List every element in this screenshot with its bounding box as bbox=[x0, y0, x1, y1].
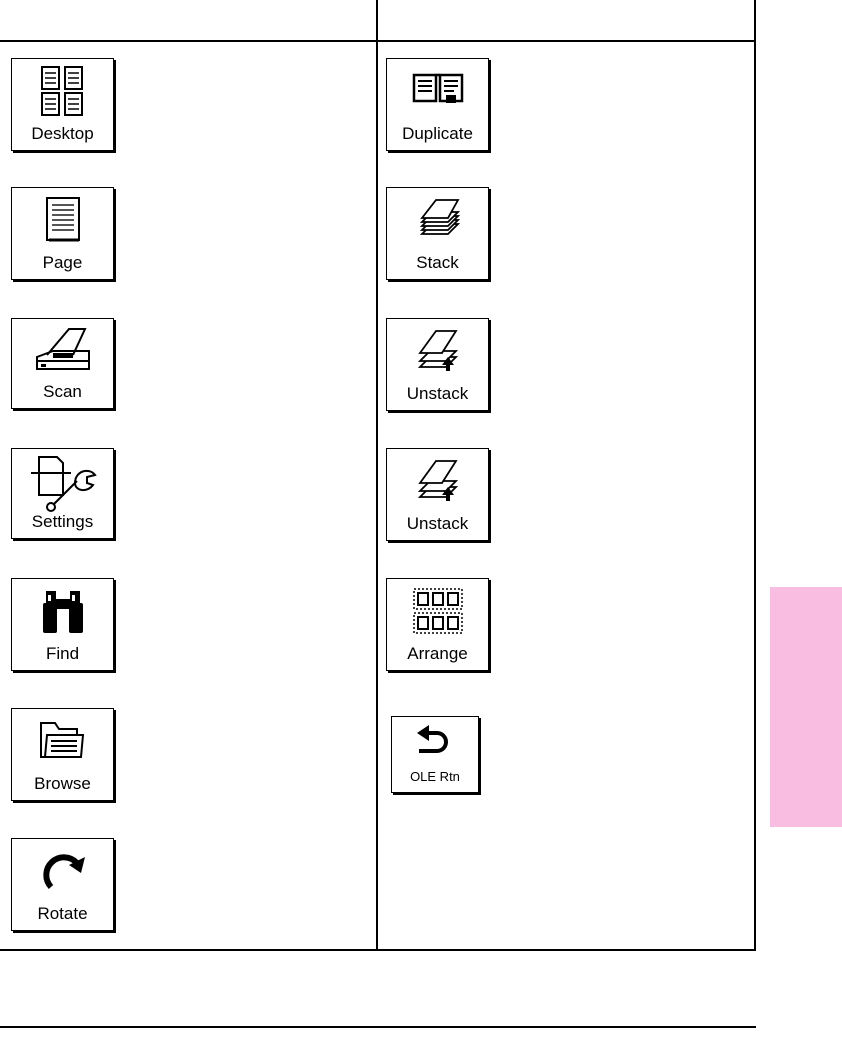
stack-icon bbox=[387, 194, 488, 246]
desktop-icon bbox=[12, 65, 113, 117]
scan-label: Scan bbox=[43, 382, 82, 401]
stack-button[interactable] bbox=[386, 187, 489, 280]
browse-button[interactable] bbox=[11, 708, 114, 801]
desktop-button[interactable] bbox=[11, 58, 114, 151]
browse-label: Browse bbox=[34, 774, 91, 793]
arrange-icon bbox=[387, 585, 488, 637]
scanner-icon bbox=[12, 325, 113, 377]
rotate-icon bbox=[12, 845, 113, 897]
unstack-icon bbox=[387, 325, 488, 377]
table-header-row bbox=[0, 0, 756, 42]
rotate-button[interactable] bbox=[11, 838, 114, 931]
arrange-label: Arrange bbox=[407, 644, 468, 663]
unstack-label: Unstack bbox=[406, 514, 469, 533]
ole-return-label: OLE Rtn bbox=[410, 769, 460, 784]
stack-label: Stack bbox=[416, 253, 459, 272]
scan-button[interactable] bbox=[11, 318, 114, 409]
page-icon bbox=[12, 194, 113, 246]
unstack-button-1[interactable] bbox=[386, 318, 489, 411]
folder-icon bbox=[12, 715, 113, 767]
arrange-button[interactable] bbox=[386, 578, 489, 671]
page-button[interactable] bbox=[11, 187, 114, 280]
column-divider bbox=[376, 0, 378, 951]
section-tab bbox=[770, 587, 842, 827]
settings-button[interactable] bbox=[11, 448, 114, 539]
find-label: Find bbox=[45, 644, 80, 663]
unstack-button-2[interactable] bbox=[386, 448, 489, 541]
rotate-label: Rotate bbox=[37, 904, 88, 923]
unstack-icon bbox=[387, 455, 488, 507]
duplicate-label: Duplicate bbox=[402, 124, 473, 143]
desktop-label: Desktop bbox=[31, 124, 94, 143]
unstack-label: Unstack bbox=[406, 384, 469, 403]
settings-label: Settings bbox=[31, 512, 94, 531]
binoculars-icon bbox=[12, 585, 113, 637]
ole-return-button[interactable] bbox=[391, 716, 479, 793]
find-button[interactable] bbox=[11, 578, 114, 671]
footer-rule bbox=[0, 1026, 756, 1028]
return-arrow-icon bbox=[392, 721, 478, 773]
settings-icon bbox=[12, 455, 113, 507]
duplicate-icon bbox=[387, 65, 488, 117]
page-label: Page bbox=[42, 253, 83, 272]
duplicate-button[interactable] bbox=[386, 58, 489, 151]
